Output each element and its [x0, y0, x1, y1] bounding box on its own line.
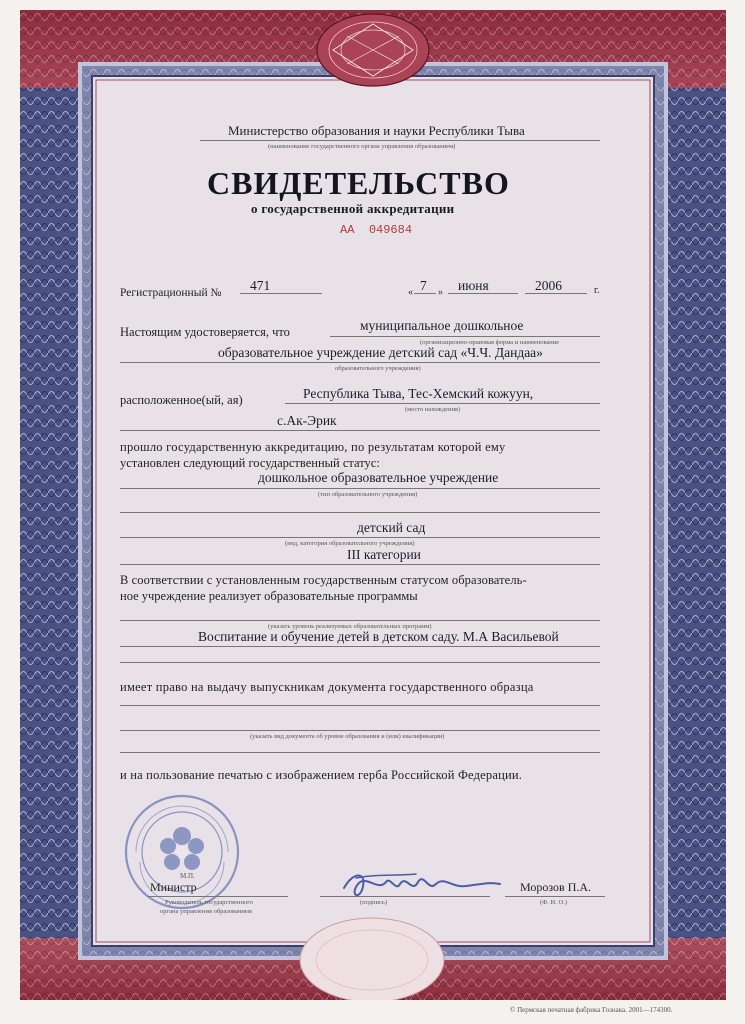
- program-rule-2: [120, 646, 600, 647]
- address-line-2: с.Ак-Эрик: [277, 413, 337, 428]
- seal-text: и на пользование печатью с изображением герба Российской Федерации.: [120, 768, 523, 782]
- passed-text-1: прошло государственную аккредитацию, по результатам которой ему: [120, 440, 506, 454]
- institution-caption-2: образовательного учреждения): [335, 365, 421, 372]
- program-value: Воспитание и обучение детей в детском саду. М.А Васильевой: [198, 629, 559, 644]
- signer-caption: (Ф. И. О.): [540, 899, 567, 906]
- category-value: III категории: [347, 547, 421, 562]
- day: 7: [420, 278, 427, 293]
- accord-text-2: ное учреждение реализует образовательные программы: [120, 589, 418, 603]
- reg-label: Регистрационный №: [120, 287, 222, 299]
- certificate-subtitle: о государственной аккредитации: [251, 201, 455, 216]
- doc-rule-1: [120, 705, 600, 706]
- category-rule: [120, 564, 600, 565]
- address-line-2-rule: [120, 430, 600, 431]
- day-line: [414, 293, 436, 294]
- ministry-caption: (наименование государственного органа управления образованием): [268, 143, 456, 150]
- signature-caption: (подпись): [360, 899, 387, 906]
- type-rule: [120, 488, 600, 489]
- doc-rule-2: [120, 730, 600, 731]
- certificate-title: СВИДЕТЕЛЬСТВО: [207, 165, 510, 201]
- program-caption: (указать уровень реализуемых образовательных программ): [268, 623, 432, 630]
- program-rule-1: [120, 620, 600, 621]
- address-line-1-rule: [285, 403, 600, 404]
- reg-number: 471: [250, 278, 271, 293]
- type-value: дошкольное образовательное учреждение: [258, 470, 499, 485]
- mp-label: М.П.: [180, 872, 195, 880]
- day-close-quote: »: [438, 287, 443, 298]
- number: 049684: [368, 223, 413, 237]
- month: июня: [458, 278, 489, 293]
- address-caption: (место нахождения): [405, 406, 461, 413]
- printer-footer: © Пермская печатная фабрика Гознака. 2001—174300.: [510, 1006, 673, 1014]
- year: 2006: [535, 278, 562, 293]
- type-caption: (тип образовательного учреждения): [318, 491, 418, 498]
- kind-value: детский сад: [357, 520, 426, 535]
- type-rule-2: [120, 512, 600, 513]
- passed-text-2: установлен следующий государственный статус:: [120, 456, 380, 470]
- institution-line-2-rule: [120, 362, 600, 363]
- month-line: [448, 293, 518, 294]
- serial-number: [340, 223, 412, 237]
- minister-rule: [148, 896, 288, 897]
- doc-rule-3: [120, 752, 600, 753]
- ministry-line: [200, 140, 600, 141]
- doc-caption: (указать вид документа об уровне образования и (или) квалификации): [250, 733, 445, 740]
- day-open-quote: «: [408, 287, 413, 298]
- year-line: [525, 293, 587, 294]
- signer-rule: [505, 896, 605, 897]
- certify-label: Настоящим удостоверяется, что: [120, 325, 290, 339]
- right-text: имеет право на выдачу выпускникам документа государственного образца: [120, 680, 534, 694]
- year-suffix: г.: [594, 285, 600, 296]
- institution-line-1: муниципальное дошкольное: [360, 318, 524, 333]
- signature-rule: [320, 896, 490, 897]
- accord-text-1: В соответствии с установленным государственным статусом образователь-: [120, 573, 527, 587]
- head-caption-1: Руководитель государственного: [165, 899, 253, 906]
- address-line-1: Республика Тыва, Тес-Хемский кожуун,: [303, 386, 534, 401]
- institution-line-2: образовательное учреждение детский сад «Ч.Ч. Дандаа»: [218, 345, 543, 360]
- program-rule-3: [120, 662, 600, 663]
- institution-line-1-rule: [330, 336, 600, 337]
- located-label: расположенное(ый, ая): [120, 393, 243, 407]
- kind-caption: (вид, категория образовательного учреждения): [285, 540, 415, 547]
- reg-number-line: [240, 293, 322, 294]
- kind-rule: [120, 537, 600, 538]
- ministry-name: Министерство образования и науки Республики Тыва: [228, 123, 525, 138]
- minister-label: Министр: [150, 880, 197, 894]
- series: АА: [340, 223, 355, 237]
- head-caption-2: органа управления образованием: [160, 908, 252, 915]
- signer-name: Морозов П.А.: [520, 880, 592, 894]
- institution-caption-1: (организационно-правовая форма и наименование: [420, 339, 560, 346]
